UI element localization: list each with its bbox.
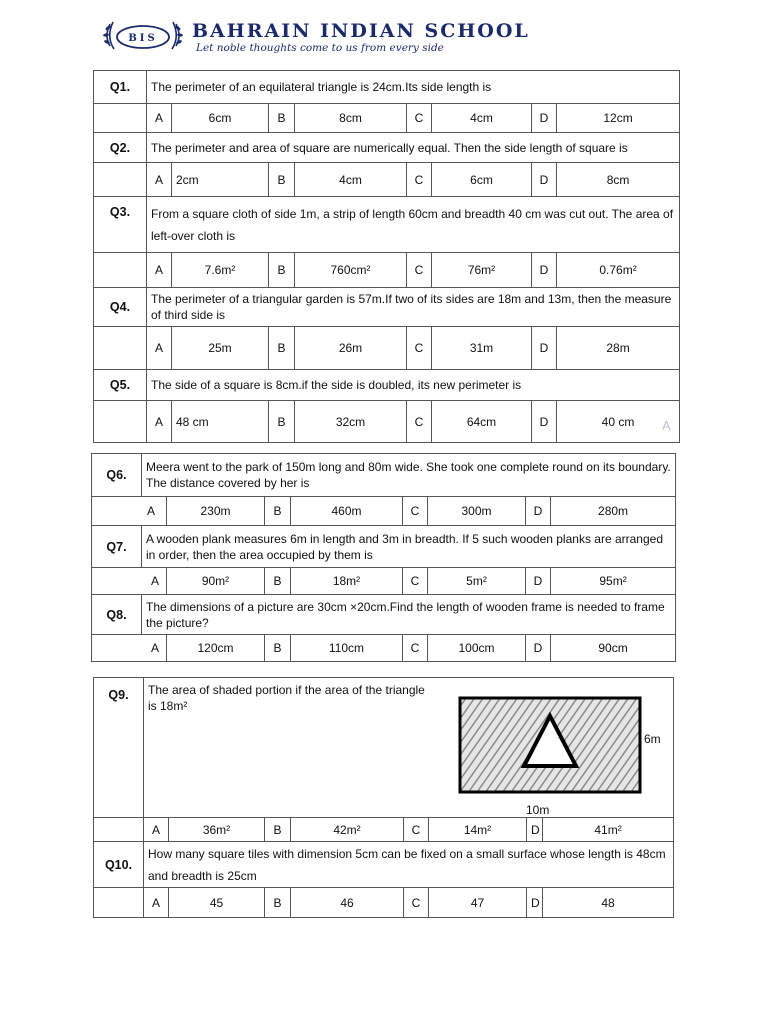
- option-letter: D: [532, 327, 557, 370]
- option-value[interactable]: 90m²: [167, 568, 265, 595]
- option-letter: A: [147, 253, 172, 288]
- option-value[interactable]: 48: [543, 888, 674, 918]
- question-text: How many square tiles with dimension 5cm can be fixed on a small surface whose length is 48cm and breadth is 25cm: [144, 842, 674, 888]
- option-letter: A: [147, 163, 172, 197]
- option-letter: D: [532, 104, 557, 133]
- option-value[interactable]: 18m²: [291, 568, 403, 595]
- option-letter: A: [92, 497, 167, 526]
- option-letter: C: [403, 497, 428, 526]
- option-value[interactable]: 32cm: [295, 401, 407, 443]
- option-letter: A: [147, 401, 172, 443]
- svg-text:BIS: BIS: [128, 33, 158, 44]
- question-number: Q8.: [92, 595, 142, 635]
- school-name: BAHRAIN INDIAN SCHOOL: [192, 20, 530, 42]
- option-letter: C: [403, 568, 428, 595]
- option-value[interactable]: 47: [429, 888, 527, 918]
- question-row-q5: [94, 370, 680, 401]
- width-label: 10m: [526, 803, 550, 817]
- option-letter: D: [527, 818, 543, 842]
- option-value[interactable]: 460m: [291, 497, 403, 526]
- option-value[interactable]: 100cm: [428, 635, 526, 662]
- question-number: Q3.: [94, 197, 147, 253]
- question-row-q4: [94, 288, 680, 327]
- option-value[interactable]: 12cm: [557, 104, 680, 133]
- option-letter: B: [265, 818, 291, 842]
- option-letter: D: [526, 568, 551, 595]
- option-letter: C: [407, 327, 432, 370]
- option-value[interactable]: 6cm: [432, 163, 532, 197]
- option-letter: A: [147, 327, 172, 370]
- option-value[interactable]: 0.76m²: [557, 253, 680, 288]
- option-value[interactable]: 300m: [428, 497, 526, 526]
- options-row-q8: [92, 635, 676, 662]
- option-letter: B: [265, 888, 291, 918]
- option-letter: B: [265, 568, 291, 595]
- school-motto: Let noble thoughts come to us from every side: [196, 42, 444, 54]
- option-letter: B: [269, 327, 295, 370]
- school-header: [100, 14, 620, 58]
- option-letter: D: [526, 497, 551, 526]
- question-row-q1: [94, 71, 680, 104]
- question-row-q10: [94, 842, 674, 888]
- option-letter: B: [269, 104, 295, 133]
- question-number: Q7.: [92, 526, 142, 568]
- height-label: 6m: [644, 732, 661, 746]
- option-value[interactable]: 14m²: [429, 818, 527, 842]
- options-row-q6: [92, 497, 676, 526]
- option-value[interactable]: 4cm: [295, 163, 407, 197]
- options-row-q3: [94, 253, 680, 288]
- questions-table-2: [91, 453, 676, 662]
- option-letter: D: [526, 635, 551, 662]
- question-number: Q1.: [94, 71, 147, 104]
- question-number: Q4.: [94, 288, 147, 327]
- shaded-rectangle-figure: [458, 696, 668, 822]
- question-text: A wooden plank measures 6m in length and 3m in breadth. If 5 such wooden planks are arranged in order, then the area occupied by them is: [142, 526, 676, 568]
- option-value[interactable]: 48 cm: [172, 401, 269, 443]
- option-letter: B: [269, 401, 295, 443]
- option-value[interactable]: 6cm: [172, 104, 269, 133]
- school-logo-icon: [100, 16, 186, 58]
- option-value[interactable]: 760cm²: [295, 253, 407, 288]
- question-number: Q5.: [94, 370, 147, 401]
- option-value[interactable]: 41m²: [543, 818, 674, 842]
- option-value[interactable]: 120cm: [167, 635, 265, 662]
- option-letter: A: [147, 104, 172, 133]
- question-number: Q10.: [94, 842, 144, 888]
- option-letter: B: [265, 497, 291, 526]
- option-letter: C: [407, 253, 432, 288]
- question-text: The perimeter and area of square are numerically equal. Then the side length of square is: [147, 133, 680, 163]
- option-letter: C: [403, 635, 428, 662]
- option-value[interactable]: 36m²: [169, 818, 265, 842]
- option-value[interactable]: 26m: [295, 327, 407, 370]
- option-value[interactable]: 76m²: [432, 253, 532, 288]
- option-value[interactable]: 110cm: [291, 635, 403, 662]
- options-row-q7: [92, 568, 676, 595]
- option-value[interactable]: 42m²: [291, 818, 404, 842]
- option-value[interactable]: 90cm: [551, 635, 676, 662]
- options-row-q10: [94, 888, 674, 918]
- question-number: Q2.: [94, 133, 147, 163]
- option-value[interactable]: 25m: [172, 327, 269, 370]
- option-letter: D: [532, 163, 557, 197]
- option-value[interactable]: 4cm: [432, 104, 532, 133]
- question-row-q7: [92, 526, 676, 568]
- question-row-q3: [94, 197, 680, 253]
- option-letter: B: [269, 253, 295, 288]
- option-letter: C: [407, 104, 432, 133]
- question-text: Meera went to the park of 150m long and 80m wide. She took one complete round on its boundary. The distance covered by her is: [142, 454, 676, 497]
- option-letter: D: [532, 401, 557, 443]
- option-letter: A: [144, 818, 169, 842]
- option-value[interactable]: 46: [291, 888, 404, 918]
- question-text: The side of a square is 8cm.if the side is doubled, its new perimeter is: [147, 370, 680, 401]
- question-row-q2: [94, 133, 680, 163]
- option-value[interactable]: 64cm: [432, 401, 532, 443]
- option-letter: C: [404, 818, 429, 842]
- option-value[interactable]: 31m: [432, 327, 532, 370]
- option-value[interactable]: 40 cm: [557, 401, 680, 443]
- option-letter: D: [527, 888, 543, 918]
- option-value[interactable]: 95m²: [551, 568, 676, 595]
- question-number: Q6.: [92, 454, 142, 497]
- option-letter: B: [265, 635, 291, 662]
- question-row-q6: [92, 454, 676, 497]
- options-row-q2: [94, 163, 680, 197]
- option-letter: A: [144, 888, 169, 918]
- question-text: The area of shaded portion if the area of the triangle is 18m²: [144, 678, 674, 818]
- question-text: The perimeter of an equilateral triangle is 24cm.Its side length is: [147, 71, 680, 104]
- option-value[interactable]: 28m: [557, 327, 680, 370]
- option-letter: A: [92, 568, 167, 595]
- question-number: Q9.: [94, 678, 144, 818]
- option-letter: C: [404, 888, 429, 918]
- questions-table-1: [93, 70, 680, 443]
- overlay-fragment: A: [662, 418, 671, 433]
- option-value[interactable]: 230m: [167, 497, 265, 526]
- option-letter: C: [407, 163, 432, 197]
- question-text: The perimeter of a triangular garden is 57m.If two of its sides are 18m and 13m, then the measure of third side is: [147, 288, 680, 327]
- option-letter: B: [269, 163, 295, 197]
- option-value[interactable]: 2cm: [172, 163, 269, 197]
- option-value[interactable]: 280m: [551, 497, 676, 526]
- option-value[interactable]: 5m²: [428, 568, 526, 595]
- question-text: From a square cloth of side 1m, a strip of length 60cm and breadth 40 cm was cut out. The area of left-over cloth is: [147, 197, 680, 253]
- option-letter: A: [92, 635, 167, 662]
- option-letter: C: [407, 401, 432, 443]
- option-value[interactable]: 7.6m²: [172, 253, 269, 288]
- options-row-q4: [94, 327, 680, 370]
- option-value[interactable]: 45: [169, 888, 265, 918]
- question-row-q8: [92, 595, 676, 635]
- question-text: The dimensions of a picture are 30cm ×20cm.Find the length of wooden frame is needed to frame the picture?: [142, 595, 676, 635]
- options-row-q1: [94, 104, 680, 133]
- options-row-q5: [94, 401, 680, 443]
- option-value[interactable]: 8cm: [295, 104, 407, 133]
- option-letter: D: [532, 253, 557, 288]
- option-value[interactable]: 8cm: [557, 163, 680, 197]
